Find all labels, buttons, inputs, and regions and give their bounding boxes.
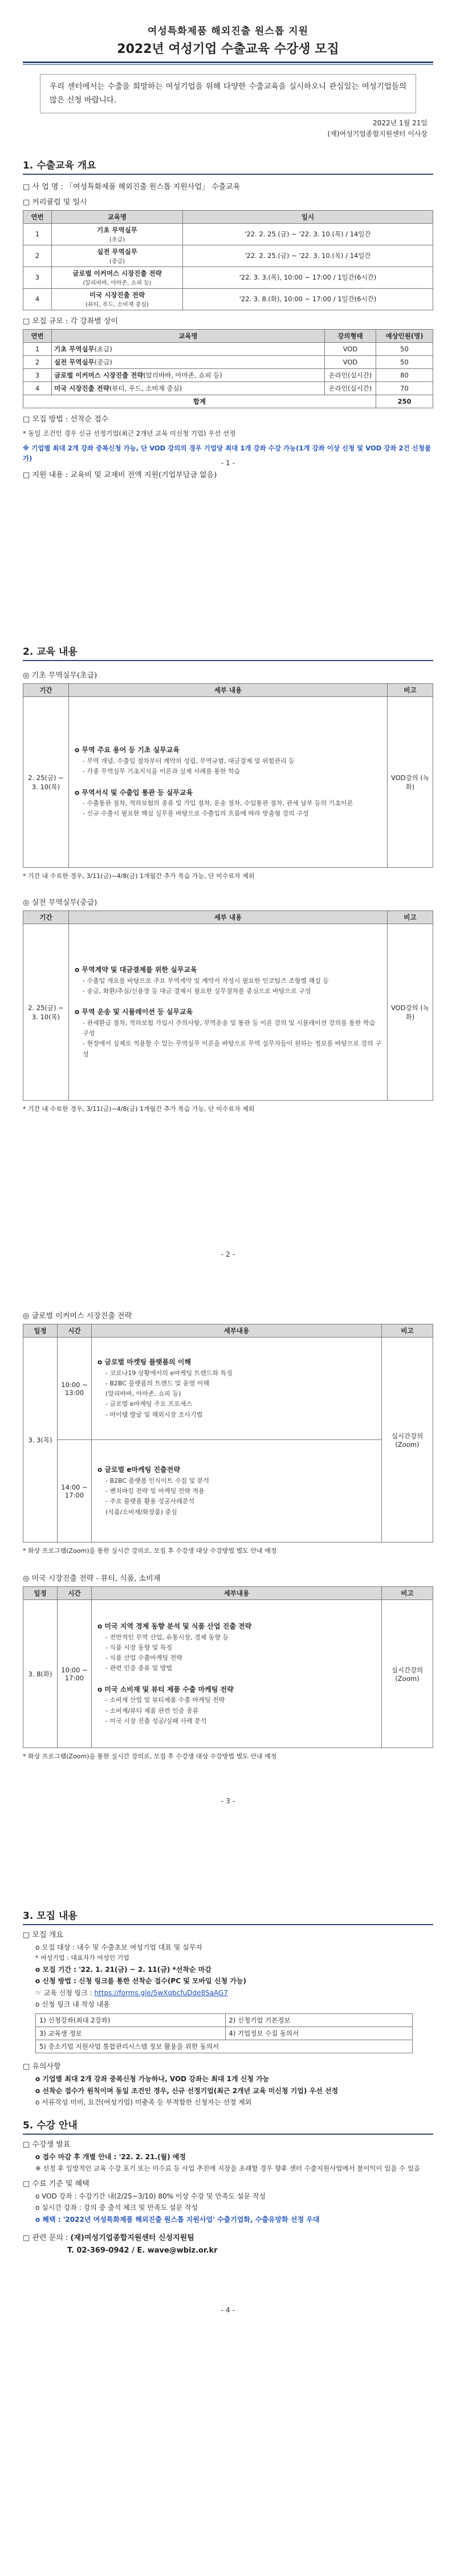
th-note: 비고 — [388, 911, 433, 924]
page-number: - 2 - — [221, 1250, 235, 1258]
th-date: 일시 — [183, 210, 433, 223]
basic-note: VOD강의 (녹화) — [388, 697, 433, 868]
total-value: 250 — [376, 395, 433, 408]
section-5-title: 5. 수강 안내 — [23, 2120, 78, 2132]
content-item: - 수출통관 절차, 적하보험의 종류 및 가입 절차, 운송 절차, 수입통관 절차, 관세 납부 등의 기초이론 — [83, 799, 353, 807]
scale-title: □ 모집 규모 : 각 강좌별 상이 — [23, 317, 119, 326]
ecom-row — [23, 1338, 433, 1440]
notice-title: □ 수강생 발표 — [23, 2140, 71, 2150]
th-note: 비고 — [382, 1587, 433, 1600]
docs-cell: 2) 신청기업 기본정보 — [225, 2014, 413, 2027]
docs-row — [36, 2027, 413, 2040]
page-4 — [0, 1908, 456, 2325]
th-date: 일정 — [23, 1324, 58, 1338]
us-table — [23, 1586, 433, 1748]
ecom-date: 3. 3(목) — [23, 1338, 58, 1543]
th-period: 기간 — [23, 911, 69, 924]
page-2 — [0, 643, 456, 1275]
docs-cell: 4) 기업정보 수집 동의서 — [225, 2027, 413, 2040]
intro-box: 우리 센터에서는 수출을 희망하는 여성기업을 위해 다양한 수출교육을 실시하오니 관심있는 여성기업들의 많은 신청 바랍니다. — [40, 74, 416, 113]
title-rule-thin — [23, 64, 433, 65]
docs-row — [36, 2040, 413, 2053]
title-block — [23, 23, 433, 65]
row-count: 80 — [376, 368, 433, 382]
document — [0, 23, 456, 2325]
project-name: □ 사 업 명 : 「여성특화제품 해외진출 원스톱 지원사업」 수출교육 — [23, 182, 241, 191]
schedule-row — [23, 288, 433, 310]
content-head: o 무역 주요 용어 등 기초 실무교육 — [75, 746, 180, 754]
ecom-footnote: * 화상 프로그램(Zoom)을 통한 실시간 강의로, 모집 후 수강생 대상 수강방법 별도 안내 예정 — [23, 1547, 277, 1554]
row-no: 4 — [23, 382, 52, 395]
link-line — [23, 1987, 433, 1999]
th-content: 세부내용 — [92, 1324, 382, 1338]
th-type: 강의형태 — [325, 329, 376, 342]
course-sub: (알리바바, 아마존, 쇼피 등) — [83, 280, 152, 286]
link-label: ☞ 교육 신청 링크 : — [35, 1988, 95, 1997]
completion-1: o VOD 강좌 : 수강기간 내(2/25~3/10) 80% 이상 수강 및 만족도 설문 작성 — [35, 2192, 266, 2200]
schedule-body — [23, 223, 433, 310]
adv-table — [23, 910, 433, 1101]
section-3-title: 3. 모집 내용 — [23, 1910, 78, 1922]
caution-title: □ 유의사항 — [23, 2062, 61, 2072]
docs-cell: 1) 신청강좌(최대 2강좌) — [36, 2014, 226, 2027]
content-item: - 관세환급 절차, 적하보험 가입시 주의사항, 무역운송 및 통관 등 이론 강의 및 시뮬레이션 강의를 통한 학습 구성 — [83, 1019, 376, 1037]
docs-row — [36, 2014, 413, 2027]
caution-3: o 서류작성 미비, 요건(여성기업) 미충족 등 부적합한 신청자는 선정 제외 — [35, 2098, 252, 2107]
row-count: 70 — [376, 382, 433, 395]
content-head: o 무역계약 및 대금결제를 위한 실무교육 — [75, 966, 197, 974]
docs-cell: 5) 중소기업 지원사업 통합관리시스템 정보 활용을 위한 동의서 — [36, 2040, 413, 2053]
content-item: - 현장에서 실제로 적용할 수 있는 무역실무 이론을 바탕으로 무역 실무자들이 원하는 정보를 바탕으로 강의 구성 — [83, 1040, 381, 1058]
notice-2: ※ 선정 후 일방적인 교육 수강 포기 또는 미수료 등 사업 추진에 지장을 초래할 경우 향후 센터 수출지원사업에서 불이익이 있을 수 있음 — [35, 2164, 421, 2172]
content-head: o 무역서식 및 수출입 통관 등 실무교육 — [75, 788, 193, 797]
period: o 모집 기간 : '22. 1. 21(금) ~ 2. 11(금) *선착순 마감 — [35, 1965, 211, 1974]
scale-body — [23, 342, 433, 395]
th-time: 시간 — [58, 1324, 92, 1338]
course-name: 기초 무역실무 — [54, 344, 95, 353]
support-title: □ 지원 내용 : 교육비 및 교재비 전액 지원(기업부담금 없음) — [23, 470, 217, 479]
docs-title: o 신청 링크 내 작성 내용 — [35, 2000, 110, 2009]
content-item: - 글로벌 e마케팅 주요 프로세스 — [105, 1400, 193, 1408]
course-name: 미국 시장진출 전략 — [54, 384, 109, 392]
content-item: (알리바바, 아마존, 쇼피 등) — [105, 1390, 181, 1398]
course-sub: (중급) — [109, 258, 125, 265]
course-sub: (알리바바, 아마존, 쇼피 등) — [143, 371, 222, 379]
content-item: - 수출입 개요를 바탕으로 주요 무역계약 및 계약서 작성시 필요한 인코텀즈 조항별 해설 등 — [83, 977, 329, 985]
ecom-title: ◎ 글로벌 이커머스 시장진출 전략 — [23, 1312, 132, 1320]
content-block — [75, 965, 381, 996]
notice-1: o 접수 마감 후 개별 안내 : '22. 2. 21.(월) 예정 — [35, 2153, 186, 2161]
th-date: 일정 — [23, 1587, 58, 1600]
row-no: 3 — [23, 266, 52, 288]
adv-title: ◎ 실전 무역실무(중급) — [23, 899, 97, 907]
row-date: '22. 3. 3.(목), 10:00 ~ 17:00 / 1일간(6시간) — [183, 266, 433, 288]
section-2-title: 2. 교육 내용 — [23, 646, 78, 658]
row-name — [52, 355, 325, 368]
course-name: 실전 무역실무 — [54, 358, 95, 366]
content-block — [97, 1357, 376, 1420]
row-name — [52, 382, 325, 395]
page-gap — [0, 490, 456, 643]
th-no: 연번 — [23, 210, 52, 223]
th-name: 교육명 — [52, 210, 183, 223]
content-item: - 식품 산업 수출마케팅 전략 — [105, 1654, 182, 1662]
course-sub: (중급) — [94, 358, 112, 366]
course-name: 글로벌 이커머스 시장진출 전략 — [54, 371, 144, 379]
th-name: 교육명 — [52, 329, 325, 342]
us-content — [92, 1600, 382, 1748]
th-content: 세부 내용 — [69, 684, 388, 697]
us-title: ◎ 미국 시장진출 전략 - 뷰티, 식품, 소비재 — [23, 1574, 161, 1583]
row-type: VOD — [325, 342, 376, 355]
th-note: 비고 — [388, 684, 433, 697]
content-head: o 미국 소비재 및 뷰티 제품 수출 마케팅 전략 — [97, 1685, 234, 1693]
content-item: - B2BC 플랫폼 인식이트 수집 및 분석 — [105, 1477, 210, 1485]
row-name — [52, 342, 325, 355]
row-name — [52, 288, 183, 310]
content-item: - 소비재/뷰티 제품 관련 인증 종류 — [105, 1707, 199, 1714]
schedule-row — [23, 223, 433, 245]
row-name — [52, 223, 183, 245]
scale-row — [23, 355, 433, 368]
section-rule — [23, 174, 433, 175]
section-1-title: 1. 수출교육 개요 — [23, 159, 96, 171]
issuer-org: (재)여성기업종합지원센터 이사장 — [327, 130, 427, 138]
content-item: - B2BC 플랫폼의 트렌드 및 운영 이해 — [105, 1380, 210, 1388]
basic-period: 2. 25(금) ~ 3. 10(목) — [23, 697, 69, 868]
course-sub: (초급) — [94, 344, 112, 353]
us-time: 10:00 ~ 17:00 — [58, 1600, 92, 1748]
completion-title: □ 수료 기준 및 혜택 — [23, 2180, 89, 2189]
row-date: '22. 2. 25.(금) ~ '22. 3. 10.(목) / 14일간 — [183, 245, 433, 266]
document-title: 2022년 여성기업 수출교육 수강생 모집 — [117, 42, 339, 56]
ecom-time: 10:00 ~ 13:00 — [58, 1338, 92, 1440]
content-item: - 식품 시장 동향 및 특징 — [105, 1644, 173, 1652]
limit-note: ※ 기업별 최대 2개 강좌 중복신청 가능, 단 VOD 강의의 경우 기업당 최대 1개 강좌 수강 가능(1개 강좌 이상 신청 및 VOD 강좌 2건 신청불가) — [23, 444, 431, 463]
page-number: - 1 - — [221, 459, 235, 467]
row-no: 2 — [23, 355, 52, 368]
title-rule — [23, 61, 433, 63]
caution-2: o 선착순 접수가 원칙이며 동일 조건인 경우, 신규 선정기업(최근 2개년 교육 미신청 기업) 우선 선정 — [35, 2086, 339, 2095]
ecom-content — [92, 1338, 382, 1440]
content-item: - 각종 무역실무 기초지식을 이론과 실제 사례를 통한 학습 — [83, 768, 241, 776]
row-name — [52, 266, 183, 288]
apply-link[interactable]: https://forms.gle/5wXqbcfuDde8SaAG7 — [94, 1988, 228, 1997]
ecom-row — [23, 1440, 433, 1543]
ecom-content — [92, 1440, 382, 1543]
content-item: - 코로나19 상황에서의 e마케팅 트렌드와 특징 — [105, 1369, 233, 1377]
th-note: 비고 — [382, 1324, 433, 1338]
us-note: 실시간강의 (Zoom) — [382, 1600, 433, 1748]
us-date: 3. 8(화) — [23, 1600, 58, 1748]
content-block — [97, 1465, 376, 1517]
issuer-block — [23, 118, 433, 140]
content-head: o 글로벌 마켓팅 플랫폼의 이해 — [97, 1358, 192, 1367]
content-block — [75, 787, 381, 819]
content-item: - 무역 개념, 수출입 절차부터 계약의 성립, 무역규범, 대금결제 및 위험관리 등 — [83, 757, 295, 765]
scale-row — [23, 368, 433, 382]
th-time: 시간 — [58, 1587, 92, 1600]
overview-title: □ 모집 개요 — [23, 1931, 63, 1939]
ecom-note: 실시간강의 (Zoom) — [382, 1338, 433, 1543]
scale-table — [23, 329, 433, 408]
course-sub: (뷰티, 푸드, 소비재 중심) — [85, 301, 149, 308]
us-footnote: * 화상 프로그램(Zoom)을 통한 실시간 강의로, 모집 후 수강생 대상 수강방법 별도 안내 예정 — [23, 1753, 277, 1760]
contact-org: (재)여성기업종합지원센터 신성지원팀 — [70, 2234, 194, 2243]
content-block — [97, 1621, 376, 1673]
row-count: 50 — [376, 342, 433, 355]
adv-period: 2. 25(금) ~ 3. 10(목) — [23, 924, 69, 1101]
content-block — [75, 1007, 381, 1059]
content-head: o 글로벌 e마케팅 진출전략 — [97, 1466, 180, 1474]
course-sub: (뷰티, 푸드, 소비재 중심) — [109, 384, 182, 392]
ecom-table — [23, 1324, 433, 1543]
content-item: - 주요 플랫폼 활용 성공사례분석 — [105, 1498, 195, 1506]
content-item: - 마이템 발굴 및 해외시장 조사기법 — [105, 1410, 203, 1418]
ecom-body — [23, 1338, 433, 1543]
target: o 모집 대상 : 내수 및 수출초보 여성기업 대표 및 실무자 — [35, 1943, 202, 1951]
content-item: - 전반적인 무역 산업, 유통시장, 경제 동향 등 — [105, 1634, 229, 1641]
row-type: VOD — [325, 355, 376, 368]
section-rule — [23, 660, 433, 661]
th-period: 기간 — [23, 684, 69, 697]
row-no: 1 — [23, 223, 52, 245]
contact-label: □ 관련 문의 : — [23, 2234, 71, 2243]
page-1 — [0, 23, 456, 490]
page-number: - 3 - — [221, 1797, 235, 1805]
row-no: 3 — [23, 368, 52, 382]
content-item: - 관련 인증 종류 및 방법 — [105, 1664, 173, 1672]
content-item: - 벤치마킹 전략 및 마케팅 전략 적용 — [105, 1487, 205, 1495]
th-content: 세부 내용 — [69, 911, 388, 924]
scale-row — [23, 382, 433, 395]
document-subtitle: 여성특화제품 해외진출 원스톱 지원 — [147, 26, 309, 37]
content-block — [97, 1684, 376, 1726]
row-date: '22. 2. 25.(금) ~ '22. 3. 10.(목) / 14일간 — [183, 223, 433, 245]
content-item: - 송금, 화환/추심/신용장 등 대금 결제시 필요한 실무절차를 중심으로 바탕으로 구성 — [83, 987, 311, 995]
content-block — [75, 745, 381, 777]
method-title: □ 모집 방법 : 선착순 접수 — [23, 415, 109, 424]
basic-table — [23, 683, 433, 868]
row-date: '22. 3. 8.(화), 10:00 ~ 17:00 / 1일간(6시간) — [183, 288, 433, 310]
th-no: 연번 — [23, 329, 52, 342]
basic-title: ◎ 기초 무역실무(초급) — [23, 671, 97, 680]
row-count: 50 — [376, 355, 433, 368]
content-item: (식품/소비재/화장품) 중심 — [105, 1508, 177, 1516]
target-note: * 여성기업 : 대표자가 여성인 기업 — [35, 1954, 129, 1962]
course-sub: (초급) — [109, 236, 125, 243]
course-name: 실전 무역실무 — [97, 247, 137, 256]
total-row — [23, 395, 433, 408]
docs-cell: 3) 교육생 정보 — [36, 2027, 226, 2040]
course-name: 글로벌 이커머스 시장진출 전략 — [72, 269, 162, 277]
method: o 신청 방법 : 신청 링크를 통한 선착순 접수(PC 및 모바일 신청 가능) — [35, 1977, 246, 1986]
contact-block — [23, 2232, 433, 2257]
content-head: o 무역 운송 및 시뮬레이션 등 실무교육 — [75, 1008, 193, 1016]
course-name: 기초 무역실무 — [97, 225, 137, 234]
total-label: 합계 — [23, 395, 376, 408]
scale-row — [23, 342, 433, 355]
th-count: 예상인원(명) — [376, 329, 433, 342]
row-name — [52, 245, 183, 266]
content-item: - 소비재 산업 및 뷰티제품 수출 마케팅 전략 — [105, 1696, 225, 1704]
content-head: o 미국 지역 경제 동향 분석 및 식품 산업 진출 전략 — [97, 1622, 252, 1631]
page-number: - 4 - — [221, 2306, 235, 2314]
adv-footnote: * 기간 내 수료한 경우, 3/11(금)~4/8(금) 1개월간 추가 복습 가능, 단 미수료자 제외 — [23, 1105, 255, 1113]
completion-2: o 실시간 강좌 : 강의 중 출석 체크 및 만족도 설문 작성 — [35, 2204, 198, 2212]
section-rule — [23, 2134, 433, 2135]
basic-content — [69, 697, 388, 868]
contact-info: T. 02-369-0942 / E. wave@wbiz.or.kr — [67, 2246, 218, 2255]
issue-date: 2022년 1월 21일 — [373, 119, 427, 128]
caution-1: o 기업별 최대 2개 강좌 중복신청 가능하나, VOD 강좌는 최대 1개 신청 가능 — [35, 2075, 270, 2083]
content-item: - 미국 시장 진출 성공/실패 사례 분석 — [105, 1717, 207, 1725]
row-no: 2 — [23, 245, 52, 266]
content-item: - 신규 수출시 필요한 핵심 실무를 바탕으로 수출입의 흐름에 따라 맞춤형 강의 구성 — [83, 810, 309, 818]
th-content: 세부내용 — [92, 1587, 382, 1600]
page-3 — [0, 1310, 456, 1908]
schedule-table — [23, 210, 433, 310]
row-no: 1 — [23, 342, 52, 355]
row-type: 온라인(실시간) — [325, 368, 376, 382]
completion-3: o 혜택 : '2022년 여성특화제품 해외진출 원스톱 지원사업' 수출기업화, 수출유망화 선정 우대 — [35, 2215, 320, 2224]
row-type: 온라인(실시간) — [325, 382, 376, 395]
row-name — [52, 368, 325, 382]
basic-footnote: * 기간 내 수료한 경우, 3/11(금)~4/8(금) 1개월간 추가 복습 가능, 단 미수료자 제외 — [23, 872, 255, 880]
section-rule — [23, 1924, 433, 1925]
schedule-row — [23, 245, 433, 266]
method-note: * 동일 조건인 경우 신규 선정기업(최근 2개년 교육 미신청 기업) 우선 선정 — [23, 429, 236, 437]
adv-content — [69, 924, 388, 1101]
row-no: 4 — [23, 288, 52, 310]
schedule-row — [23, 266, 433, 288]
schedule-title: □ 커리큘럼 및 일시 — [23, 198, 87, 207]
ecom-time: 14:00 ~ 17:00 — [58, 1440, 92, 1543]
adv-note: VOD강의 (녹화) — [388, 924, 433, 1101]
docs-table — [35, 2013, 413, 2053]
course-name: 미국 시장진출 전략 — [89, 290, 145, 299]
